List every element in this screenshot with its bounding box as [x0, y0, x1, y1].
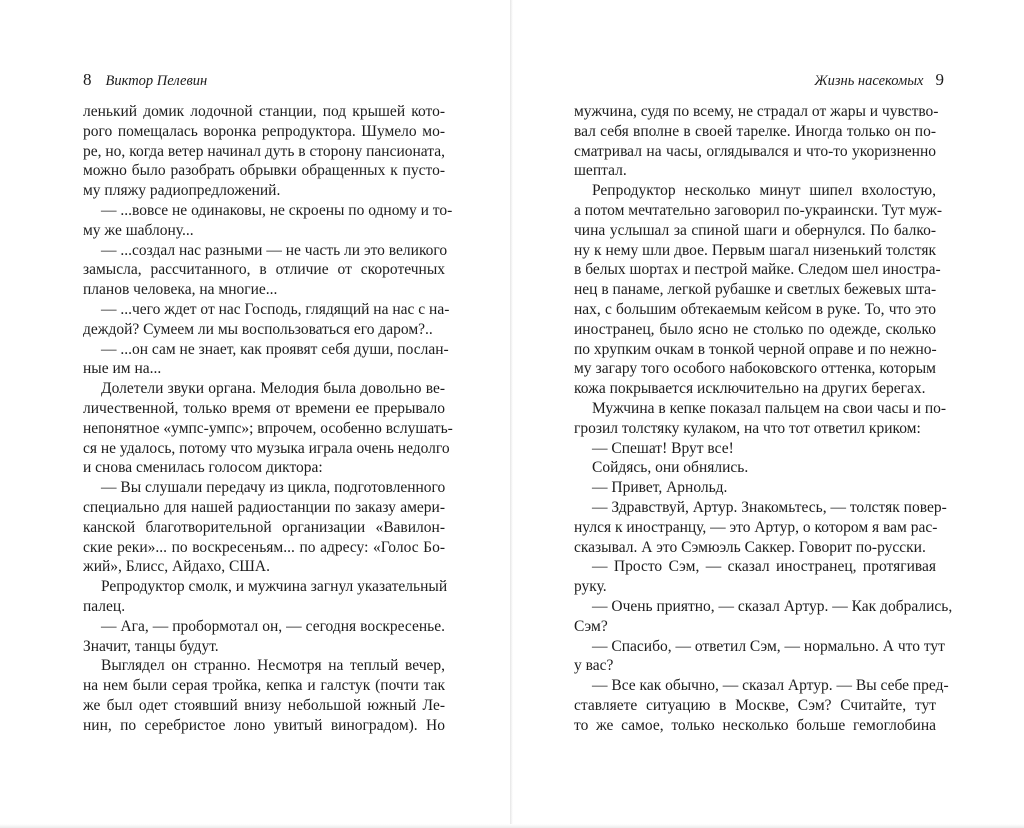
- text-line: Долетели звуки органа. Мелодия была довольно ве-: [101, 380, 445, 398]
- text-line: Репродуктор смолк, и мужчина загнул указательный: [101, 578, 448, 596]
- text-line: ся не удалось, потому что музыка играла очень недолго: [83, 439, 450, 457]
- text-line: му пляжу радиопредложений.: [83, 182, 281, 200]
- text-line: ре, но, когда ветер начинал дуть в сторону пансионата,: [83, 142, 445, 160]
- text-line: — ...он сам не знает, как проявят себя души, послан-: [101, 340, 449, 358]
- text-line: ные им на...: [83, 360, 162, 378]
- text-line: руку.: [574, 578, 607, 596]
- text-line: же был одет стоявший внизу небольшой южный Ле-: [83, 696, 445, 714]
- left-page: [0, 0, 511, 828]
- text-line: то же самое, только несколько больше гемоглобина: [574, 716, 936, 734]
- text-line: сказывал. А это Сэмюэль Саккер. Говорит по-русски.: [574, 538, 926, 556]
- text-line: замысла, рассчитанного, в отличие от скоротечных: [83, 261, 445, 279]
- text-line: а потом мечтательно заговорил по-украински. Тут муж-: [574, 201, 943, 219]
- text-line: — Просто Сэм, — сказал иностранец, протягивая: [592, 558, 936, 576]
- text-line: — Все как обычно, — сказал Артур. — Вы себе пред-: [592, 677, 949, 695]
- text-line: ну к нему шли двое. Первым шагал низенький толстяк: [574, 241, 936, 259]
- text-line: сматривал на часы, оглядывался и что-то укоризненно: [574, 142, 936, 160]
- text-line: непонятное «умпс-умпс»; впрочем, особенно вслушать-: [83, 419, 453, 437]
- text-line: на нем были серая тройка, кепка и галстук (почти так: [83, 677, 445, 695]
- text-line: личественной, только время от времени ее прерывало: [83, 399, 445, 417]
- running-head-book-title: Жизнь насекомых: [814, 73, 924, 89]
- text-line: — Спасибо, — ответил Сэм, — нормально. А что тут: [592, 637, 945, 655]
- text-line: Значит, танцы будут.: [83, 637, 219, 655]
- page-bottom-edge: [0, 824, 1024, 828]
- text-line: — Ага, — пробормотал он, — сегодня воскресенье.: [101, 617, 445, 635]
- text-line: — Вы слушали передачу из цикла, подготовленного: [101, 479, 446, 497]
- text-line: в белых шортах и пестрой майке. Следом шел иностра-: [574, 261, 941, 279]
- running-head-author: Виктор Пелевин: [105, 73, 208, 89]
- text-line: можно было разобрать обрывки обращенных к пусто-: [83, 162, 445, 180]
- text-line: — Здравствуй, Артур. Знакомьтесь, — толстяк повер-: [592, 498, 947, 516]
- text-line: у вас?: [574, 657, 614, 675]
- text-line: Сойдясь, они обнялись.: [592, 459, 749, 477]
- text-line: Мужчина в кепке показал пальцем на свои часы и по-: [592, 399, 947, 417]
- text-line: планов человека, на многие...: [83, 281, 278, 299]
- right-page: [512, 0, 1024, 828]
- text-line: чина услышал за спиной шаги и обернулся. По балко-: [574, 221, 936, 239]
- right-page-body-text: [574, 102, 953, 736]
- right-page-header: [814, 70, 944, 90]
- book-gutter: [510, 0, 513, 828]
- text-line: рого помещалась воронка репродуктора. Шумело мо-: [83, 122, 445, 140]
- page-number: 8: [83, 70, 92, 89]
- text-line: канской благотворительной организации «Вавилон-: [83, 518, 445, 536]
- text-line: деждой? Сумеем ли мы воспользоваться его даром?..: [83, 320, 433, 338]
- text-line: нулся к иностранцу, — это Артур, о котором я вам рас-: [574, 518, 938, 536]
- text-line: кожа покрывается исключительно на других берегах.: [574, 380, 926, 398]
- text-line: мужчина, судя по всему, не страдал от жары и чувство-: [574, 103, 939, 120]
- text-line: — ...создал нас разными — не часть ли это великого: [101, 241, 448, 259]
- text-line: му загару того особого набоковского оттенка, которым: [574, 360, 936, 378]
- text-line: нец в панаме, легкой рубашке и светлых бежевых шта-: [574, 281, 937, 299]
- text-line: грозил толстяку кулаком, на что тот ответил криком:: [574, 419, 921, 437]
- text-line: иностранец, было ясно не столько по одежде, сколько: [574, 320, 936, 338]
- text-line: и снова сменилась голосом диктора:: [83, 459, 323, 477]
- text-line: палец.: [83, 597, 126, 615]
- page-number: 9: [935, 70, 944, 89]
- text-line: ские реки»... по воскресеньям... по адресу: «Голос Бо-: [83, 538, 445, 556]
- text-line: жий», Блисс, Айдахо, США.: [83, 558, 270, 576]
- left-page-body-text: [83, 102, 453, 736]
- text-line: Выглядел он странно. Несмотря на теплый вечер,: [101, 657, 445, 675]
- text-line: — ...чего ждет от нас Господь, глядящий на нас с на-: [101, 300, 450, 318]
- text-line: — Привет, Арнольд.: [592, 479, 728, 497]
- text-line: Сэм?: [574, 617, 608, 635]
- text-line: специально для нашей радиостанции по заказу амери-: [83, 498, 445, 516]
- text-line: шептал.: [574, 162, 627, 180]
- text-line: ленький домик лодочной станции, под крышей кото-: [83, 103, 445, 120]
- text-line: нах, с большим обтекаемым кейсом в руке. То, что это: [574, 300, 936, 318]
- text-line: нин, по серебристое лоно увитый виноградом). Но: [83, 716, 445, 734]
- text-line: ставляете ситуацию в Москве, Сэм? Считайте, тут: [574, 696, 936, 714]
- text-line: — Очень приятно, — сказал Артур. — Как добрались,: [592, 597, 953, 615]
- text-line: Репродуктор несколько минут шипел вхолостую,: [592, 182, 936, 200]
- text-line: вал себя вполне в своей тарелке. Иногда только он по-: [574, 122, 936, 140]
- left-page-header: [83, 70, 207, 90]
- text-line: — ...вовсе не одинаковы, не скроены по одному и то-: [101, 201, 453, 219]
- text-line: — Спешат! Врут все!: [592, 439, 734, 457]
- text-line: му же шаблону...: [83, 221, 194, 239]
- text-line: по хрупким очкам в тонкой черной оправе и по нежно-: [574, 340, 937, 358]
